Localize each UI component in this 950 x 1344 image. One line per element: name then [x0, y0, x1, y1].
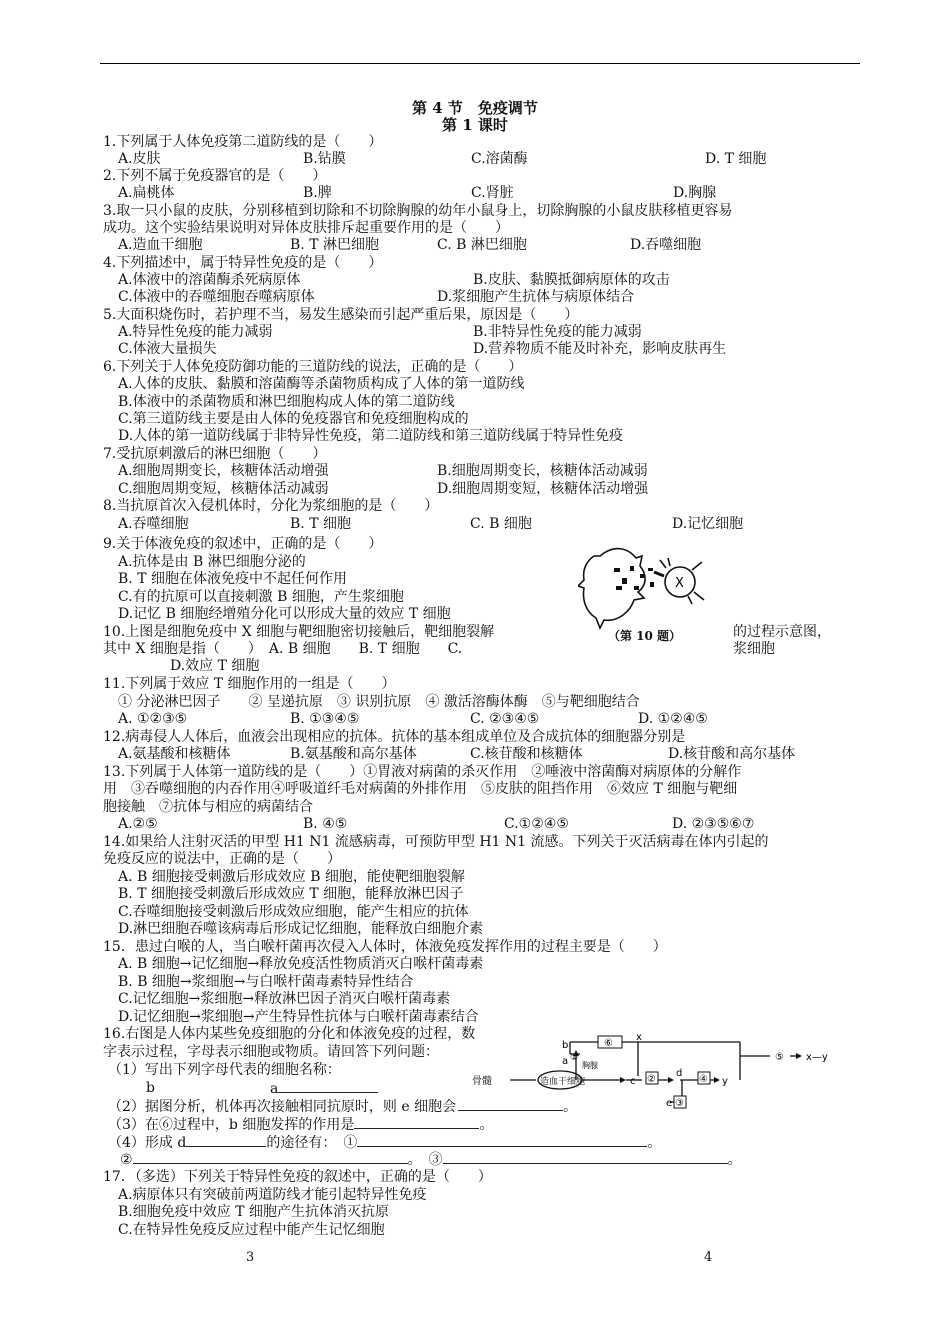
q11-option-c: C. ②③④⑤	[470, 711, 540, 727]
step-1: ①	[570, 1053, 579, 1063]
step-6: ⑥	[604, 1038, 613, 1049]
q16-part2: （2）据图分析，机体再次接触相同抗原时，则 e 细胞会 。	[108, 1099, 578, 1115]
q11-items: ① 分泌淋巴因子 ② 呈递抗原 ③ 识别抗原 ④ 激活溶酶体酶 ⑤与靶细胞结合	[118, 694, 640, 710]
q7-option-a: A.细胞周期变长，核糖体活动增强	[118, 463, 329, 479]
section-title: 第 4 节 免疫调节	[412, 99, 538, 117]
label-d: d	[676, 1068, 683, 1079]
q13-option-a: A.②⑤	[118, 816, 158, 832]
cell-debris	[614, 566, 654, 590]
q3-option-b: B. T 淋巴细胞	[290, 237, 379, 253]
q16-part3: （3）在⑥过程中，b 细胞发挥的作用是 。	[108, 1117, 494, 1133]
page-number-right: 4	[704, 1250, 713, 1265]
q4-option-a: A.体液中的溶菌酶杀死病原体	[118, 272, 301, 288]
q14-stem-line1: 14.如果给人注射灭活的甲型 H1 N1 流感病毒，可预防甲型 H1 N1 流感。下列关于灭活病毒在体内引起的	[103, 834, 769, 850]
q15-option-a: A. B 细胞→记忆细胞→释放免疫活性物质消灭白喉杆菌毒素	[118, 956, 484, 972]
label-x: x	[636, 1032, 642, 1043]
q10-stem-right: 的过程示意图，	[733, 624, 831, 640]
q12-option-b: B.氨基酸和高尔基体	[290, 746, 417, 762]
q1-stem: 1.下列属于人体免疫第二道防线的是（ ）	[103, 134, 383, 150]
label-b: b	[562, 1040, 569, 1051]
q7-option-d: D.细胞周期变短，核糖体活动增强	[437, 481, 649, 497]
q13-option-c: C.①②④⑤	[504, 816, 569, 832]
q14-stem-line2: 免疫反应的说法中，正确的是（ ）	[103, 851, 341, 867]
step-4: ④	[699, 1074, 708, 1085]
q6-option-b: B.体液中的杀菌物质和淋巴细胞构成人体的第二道防线	[118, 394, 455, 410]
q13-stem-line1: 13.下列属于人体第一道防线的是（ ）①胃液对病菌的杀灭作用 ②唾液中溶菌酶对病原体的分解作	[103, 764, 742, 780]
q5-option-b: B.非特异性免疫的能力减弱	[473, 324, 642, 340]
thymus-label: 胸腺	[582, 1061, 598, 1070]
q3-option-a: A.造血干细胞	[118, 237, 203, 253]
q17-option-b: B.细胞免疫中效应 T 细胞产生抗体消灭抗原	[118, 1204, 389, 1220]
q5-option-a: A.特异性免疫的能力减弱	[118, 324, 273, 340]
q2-option-d: D.胸腺	[673, 185, 717, 201]
q7-option-b: B.细胞周期变长，核糖体活动减弱	[437, 463, 648, 479]
q17-stem: 17．（多选）下列关于特异性免疫的叙述中，正确的是（ ）	[103, 1169, 492, 1185]
q16-part1-label-a: a	[270, 1080, 378, 1098]
q5-option-d: D.营养物质不能及时补充，影响皮肤再生	[473, 341, 727, 357]
q3-option-c: C. B 淋巴细胞	[437, 237, 527, 253]
label-c: c	[630, 1076, 636, 1087]
q14-option-b: B. T 细胞接受刺激后形成效应 T 细胞，能释放淋巴因子	[118, 886, 464, 902]
q13-stem-line2: 用 ③吞噬细胞的内吞作用④呼吸道纤毛对病菌的外排作用 ⑤皮肤的阻挡作用 ⑥效应 T 细胞与靶细	[103, 781, 738, 797]
q15-option-d: D.记忆细胞→浆细胞→产生特异性抗体与白喉杆菌毒素结合	[118, 1009, 479, 1025]
q8-stem: 8.当抗原首次入侵机体时，分化为浆细胞的是（ ）	[103, 498, 439, 514]
q15-stem: 15．患过白喉的人，当白喉杆菌再次侵入人体时，体液免疫发挥作用的过程主要是（ ）	[103, 939, 667, 955]
x-cell-label: X	[675, 576, 684, 591]
step-5: ⑤	[775, 1052, 784, 1063]
q10-stem-left: 10.上图是细胞免疫中 X 细胞与靶细胞密切接触后，靶细胞裂解	[103, 624, 495, 640]
q4-option-c: C.体液中的吞噬细胞吞噬病原体	[118, 289, 315, 305]
q4-stem: 4.下列描述中，属于特异性免疫的是（ ）	[103, 255, 383, 271]
q11-option-a: A. ①②③⑤	[118, 711, 188, 727]
header-rule	[100, 63, 860, 64]
q9-option-c: C.有的抗原可以直接刺激 B 细胞，产生浆细胞	[118, 589, 404, 605]
q8-option-d: D.记忆细胞	[672, 516, 744, 532]
q9-option-d: D.记忆 B 细胞经增殖分化可以形成大量的效应 T 细胞	[118, 606, 451, 622]
q13-option-d: D. ②③⑤⑥⑦	[672, 816, 755, 832]
q16-part1-label-b: b	[146, 1080, 155, 1096]
bone-marrow-label: 骨髓	[472, 1076, 492, 1087]
q4-option-b: B.皮肤、黏膜抵御病原体的攻击	[473, 272, 670, 288]
q1-option-d: D. T 细胞	[705, 151, 767, 167]
q2-option-c: C.肾脏	[471, 185, 514, 201]
q4-option-d: D.浆细胞产生抗体与病原体结合	[437, 289, 635, 305]
q16-diagram	[470, 1032, 850, 1122]
q2-option-b: B.脾	[303, 185, 332, 201]
q16-part1: （1）写出下列字母代表的细胞名称：	[108, 1062, 341, 1078]
lesson-title: 第 1 课时	[442, 116, 508, 134]
q6-option-d: D.人体的第一道防线属于非特异性免疫，第二道防线和第三道防线属于特异性免疫	[118, 428, 624, 444]
step-2: ②	[647, 1074, 656, 1085]
q2-stem: 2.下列不属于免疫器官的是（ ）	[103, 168, 327, 184]
q1-option-b: B.钻膜	[303, 151, 346, 167]
q11-stem: 11.下列属于效应 T 细胞作用的一组是（ ）	[103, 676, 396, 692]
q16-part4-line2: ② 。 ③ 。	[120, 1152, 742, 1168]
label-x-y: x—y	[806, 1052, 828, 1063]
q10-figure-caption: （第 10 题）	[608, 629, 682, 643]
q10-option-c-text: 浆细胞	[733, 641, 775, 657]
q8-option-a: A.吞噬细胞	[118, 516, 189, 532]
q13-option-b: B. ④⑤	[303, 816, 348, 832]
q5-stem: 5.大面积烧伤时，若护理不当，易发生感染而引起严重后果，原因是（ ）	[103, 307, 579, 323]
q12-option-d: D.核苷酸和高尔基体	[668, 746, 796, 762]
label-y: y	[722, 1076, 728, 1087]
q10-option-d: D.效应 T 细胞	[170, 658, 260, 674]
stem-cell-label: 造血干细胞	[540, 1077, 586, 1087]
q1-option-c: C.溶菌酶	[471, 151, 528, 167]
q1-option-a: A.皮肤	[118, 151, 161, 167]
q16-stem-line2: 字表示过程，字母表示细胞或物质。请回答下列问题：	[103, 1044, 439, 1060]
q9-option-a: A.抗体是由 B 淋巴细胞分泌的	[118, 554, 306, 570]
q14-option-a: A. B 细胞接受刺激后形成效应 B 细胞，能使靶细胞裂解	[118, 869, 465, 885]
q3-stem-line1: 3.取一只小鼠的皮肤，分别移植到切除和不切除胸腺的幼年小鼠身上，切除胸腺的小鼠皮肤移植更容易	[103, 203, 733, 219]
q6-option-c: C.第三道防线主要是由人体的免疫器官和免疫细胞构成的	[118, 411, 469, 427]
q3-stem-line2: 成功。这个实验结果说明对异体皮肤排斥起重要作用的是（ ）	[103, 220, 509, 236]
q7-option-c: C.细胞周期变短，核糖体活动减弱	[118, 481, 329, 497]
q12-option-a: A.氨基酸和核糖体	[118, 746, 231, 762]
q14-option-c: C.吞噬细胞接受刺激后形成效应细胞，能产生相应的抗体	[118, 904, 469, 920]
step-3: ③	[675, 1098, 684, 1109]
q10-line2: 其中 X 细胞是指（ ） A. B 细胞 B. T 细胞 C.	[103, 641, 463, 657]
q3-option-d: D.吞噬细胞	[630, 237, 702, 253]
q5-option-c: C.体液大量损失	[118, 341, 217, 357]
q9-option-b: B. T 细胞在体液免疫中不起任何作用	[118, 571, 347, 587]
q15-option-c: C.记忆细胞→浆细胞→释放淋巴因子消灭白喉杆菌毒素	[118, 991, 451, 1007]
label-e: e	[666, 1098, 673, 1109]
page-number-left: 3	[246, 1250, 255, 1265]
q11-option-d: D. ①②④⑤	[638, 711, 708, 727]
q16-part4: （4）形成 d 的途径有： ① 。	[108, 1135, 662, 1151]
q14-option-d: D.淋巴细胞吞噬该病毒后形成记忆细胞，能释放白细胞介素	[118, 921, 484, 937]
q15-option-b: B. B 细胞→浆细胞→与白喉杆菌毒素特异性结合	[118, 974, 414, 990]
q8-option-c: C. B 细胞	[470, 516, 532, 532]
q6-stem: 6.下列关于人体免疫防御功能的三道防线的说法，正确的是（ ）	[103, 359, 523, 375]
q16-stem-line1: 16.右图是人体内某些免疫细胞的分化和体液免疫的过程，数	[103, 1026, 476, 1042]
q6-option-a: A.人体的皮肤、黏膜和溶菌酶等杀菌物质构成了人体的第一道防线	[118, 376, 525, 392]
q17-option-c: C.在特异性免疫反应过程中能产生记忆细胞	[118, 1222, 385, 1238]
q12-stem: 12.病毒侵人人体后，血液会出现相应的抗体。抗体的基本组成单位及合成抗体的细胞器分别是	[103, 729, 686, 745]
q8-option-b: B. T 细胞	[290, 516, 351, 532]
q17-option-a: A.病原体只有突破前两道防线才能引起特异性免疫	[118, 1187, 427, 1203]
q2-option-a: A.扁桃体	[118, 185, 175, 201]
q9-stem: 9.关于体液免疫的叙述中，正确的是（ ）	[103, 536, 383, 552]
q11-option-b: B. ①③④⑤	[290, 711, 360, 727]
q7-stem: 7.受抗原刺激后的淋巴细胞（ ）	[103, 446, 327, 462]
q13-stem-line3: 胞接触 ⑦抗体与相应的病菌结合	[103, 799, 313, 815]
q12-option-c: C.核苷酸和核糖体	[470, 746, 583, 762]
label-a: a	[562, 1056, 569, 1067]
